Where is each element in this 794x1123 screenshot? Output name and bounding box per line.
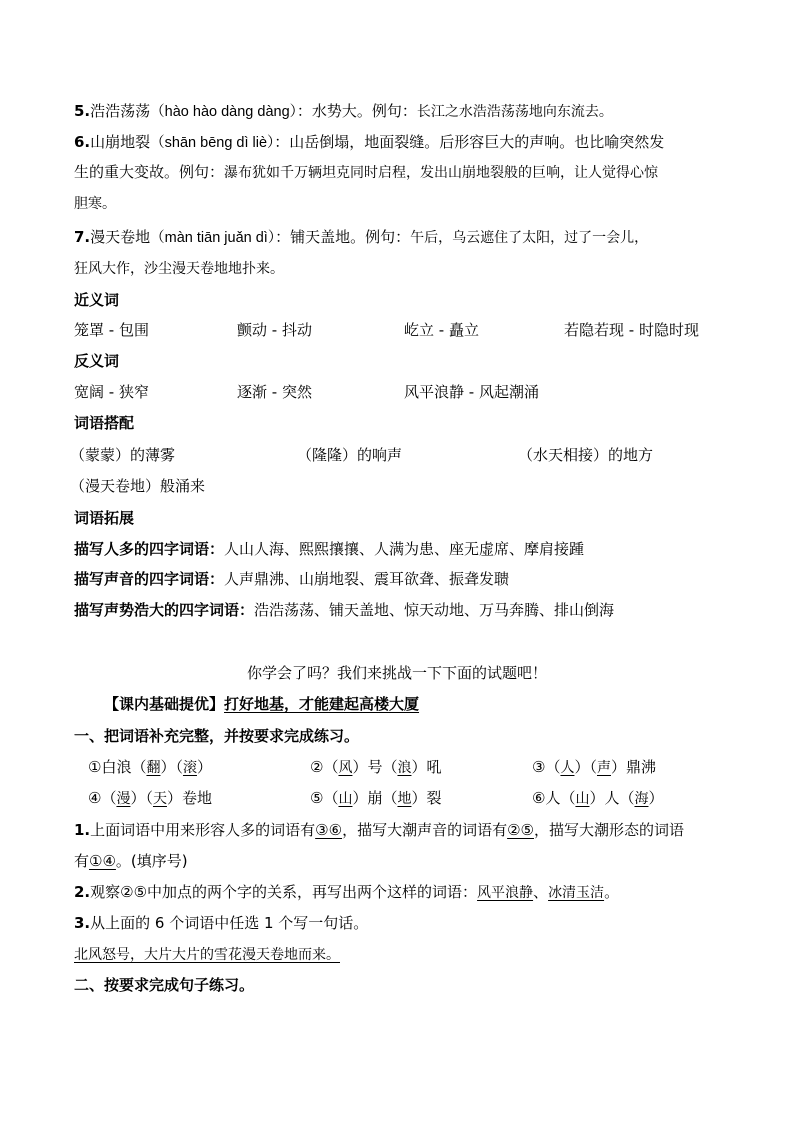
fill-blank-item — [532, 755, 656, 780]
idiom-number: 5. — [74, 102, 91, 120]
idiom-meaning: ：水势大。例句： — [296, 102, 417, 120]
blank-text: ）裂 — [411, 789, 442, 807]
expansion-words: 浩浩荡荡、铺天盖地、惊天动地、万马奔腾、排山倒海 — [254, 601, 615, 619]
sub-question-text: 观察②⑤中加点的两个字的关系，再写出两个这样的词语： — [90, 883, 478, 901]
expansion-row — [74, 598, 614, 622]
sub-question-text: 从上面的 6 个词语中任选 1 个写一句话。 — [90, 914, 369, 932]
section-tag — [104, 692, 419, 716]
idiom-example-label: 生的重大变故。例句： — [74, 163, 225, 181]
expansion-words: 人声鼎沸、山崩地裂、震耳欲聋、振聋发聩 — [224, 570, 510, 588]
question-1-title: 一、把词语补充完整，并按要求完成练习。 — [74, 727, 360, 745]
blank-text: ）崩（ — [352, 789, 398, 807]
synonym-pair: 若隐若现 - 时隐时现 — [564, 321, 699, 339]
idiom-7-line-2 — [74, 256, 284, 281]
collocation-item: （水天相接）的地方 — [518, 446, 654, 464]
fill-blank-item — [310, 786, 441, 811]
sub-question-text: 。(填序号) — [115, 852, 188, 870]
expansion-label: 描写声音的四字词语： — [74, 570, 225, 588]
sub-question-text: 有 — [74, 852, 90, 870]
question-2-title: 二、按要求完成句子练习。 — [74, 976, 255, 994]
sub-question-text: ，描写大潮形态的词语 — [533, 821, 684, 839]
blank-answer: 翻 — [146, 760, 161, 776]
expansion-row — [74, 567, 509, 591]
antonym-pair: 逐渐 - 突然 — [237, 383, 312, 401]
idiom-number: 7. — [74, 228, 91, 246]
idiom-word: 浩浩荡荡 — [90, 102, 151, 120]
sub-question-1 — [74, 818, 684, 842]
idiom-7-line — [74, 225, 648, 250]
blank-answer: 山 — [575, 791, 590, 807]
blank-answer: 地 — [397, 791, 412, 807]
sub-question-text: 。 — [604, 883, 620, 901]
idiom-number: 6. — [74, 133, 91, 151]
section-tag-text: 打好地基，才能建起高楼大厦 — [224, 695, 420, 713]
collocation-item: （漫天卷地）般涌来 — [70, 477, 206, 495]
blank-text: ⑤（ — [310, 789, 339, 807]
blank-text: ②（ — [310, 758, 339, 776]
blank-text: ）鼎沸 — [610, 758, 656, 776]
sub-question-text: ，描写大潮声音的词语有 — [342, 821, 508, 839]
blank-answer: 山 — [338, 791, 353, 807]
challenge-text: 你学会了吗？我们来挑战一下下面的试题吧！ — [246, 664, 547, 682]
idiom-5-line — [74, 99, 613, 124]
idiom-example-end: 狂风大作，沙尘漫天卷地地扑来。 — [74, 261, 284, 277]
blank-answer: 天 — [152, 791, 167, 807]
sub-question-number: 2. — [74, 883, 91, 901]
blank-text: ①白浪（ — [88, 758, 147, 776]
synonym-pair: 屹立 - 矗立 — [404, 321, 479, 339]
synonym-pair: 笼罩 - 包围 — [74, 321, 149, 339]
idiom-example: 瀑布犹如千万辆坦克同时启程，发出山崩地裂般的巨响，让人觉得心惊 — [224, 165, 659, 181]
blank-text: ）吼 — [411, 758, 442, 776]
expansion-label: 描写声势浩大的四字词语： — [74, 601, 255, 619]
blank-text: ）（ — [130, 789, 153, 807]
fill-blank-item — [532, 786, 663, 811]
sub-question-1-line-2 — [74, 849, 188, 873]
synonym-pair: 颤动 - 抖动 — [237, 321, 312, 339]
blank-text: ） — [196, 758, 212, 776]
blank-text: ⑥人（ — [532, 789, 576, 807]
sub-question-2 — [74, 880, 619, 905]
expansion-words: 人山人海、熙熙攘攘、人满为患、座无虚席、摩肩接踵 — [224, 540, 585, 558]
idiom-word: 山崩地裂 — [90, 133, 151, 151]
idiom-pinyin: （màn tiān juǎn dì） — [150, 230, 276, 246]
idiom-meaning: ：山岳倒塌，地面裂缝。后形容巨大的声响。也比喻突然发 — [274, 133, 665, 151]
blank-text: ）（ — [160, 758, 183, 776]
collocation-item: （隆隆）的响声 — [297, 446, 403, 464]
answer-sentence: 北风怒号，大片大片的雪花漫天卷地而来。 — [74, 947, 340, 963]
answer-text: 风平浪静 — [477, 885, 534, 901]
expansion-label: 描写人多的四字词语： — [74, 540, 225, 558]
antonyms-title: 反义词 — [74, 352, 120, 370]
fill-blank-item — [88, 755, 212, 780]
idiom-pinyin: （shān bēng dì liè） — [150, 135, 275, 151]
sub-question-text: 上面词语中用来形容人多的词语有 — [90, 821, 316, 839]
section-tag-bracket: 【课内基础提优】 — [104, 695, 225, 713]
idiom-6-line-3 — [74, 191, 116, 216]
blank-answer: 海 — [634, 791, 649, 807]
expansion-row — [74, 537, 584, 561]
answer-text: ③⑥ — [315, 821, 343, 839]
blank-text: ） — [648, 789, 664, 807]
idiom-meaning: ：铺天盖地。例句： — [275, 228, 411, 246]
blank-answer: 滚 — [182, 760, 197, 776]
blank-text: ）卷地 — [166, 789, 212, 807]
antonym-pair: 宽阔 - 狭窄 — [74, 383, 149, 401]
idiom-example: 长江之水浩浩荡荡地向东流去。 — [416, 104, 613, 120]
blank-answer: 人 — [560, 760, 575, 776]
blank-answer: 浪 — [397, 760, 412, 776]
blank-text: ④（ — [88, 789, 117, 807]
antonym-pair: 风平浪静 - 风起潮涌 — [404, 383, 539, 401]
idiom-example-end: 胆寒。 — [74, 196, 116, 212]
synonyms-title: 近义词 — [74, 291, 120, 309]
blank-answer: 漫 — [116, 791, 131, 807]
collocation-item: （蒙蒙）的薄雾 — [70, 446, 176, 464]
blank-answer: 声 — [596, 760, 611, 776]
idiom-6-line-2 — [74, 160, 658, 185]
blank-answer: 风 — [338, 760, 353, 776]
sub-question-3 — [74, 911, 368, 935]
idiom-word: 漫天卷地 — [90, 228, 151, 246]
answer-text: 冰清玉洁 — [548, 885, 605, 901]
sub-question-text: 、 — [533, 883, 549, 901]
answer-text: ①④ — [89, 852, 116, 870]
sub-question-3-answer — [74, 942, 340, 967]
blank-text: ③（ — [532, 758, 561, 776]
blank-text: ）号（ — [352, 758, 398, 776]
expansion-title: 词语拓展 — [74, 509, 135, 527]
idiom-example: 午后，乌云遮住了太阳，过了一会儿， — [410, 230, 649, 246]
blank-text: ）人（ — [589, 789, 635, 807]
fill-blank-item — [88, 786, 212, 811]
fill-blank-item — [310, 755, 441, 780]
idiom-6-line — [74, 130, 664, 155]
collocation-title: 词语搭配 — [74, 414, 135, 432]
answer-text: ②⑤ — [507, 821, 534, 839]
sub-question-number: 1. — [74, 821, 91, 839]
idiom-pinyin: （hào hào dàng dàng） — [150, 104, 297, 120]
sub-question-number: 3. — [74, 914, 91, 932]
blank-text: ）（ — [574, 758, 597, 776]
